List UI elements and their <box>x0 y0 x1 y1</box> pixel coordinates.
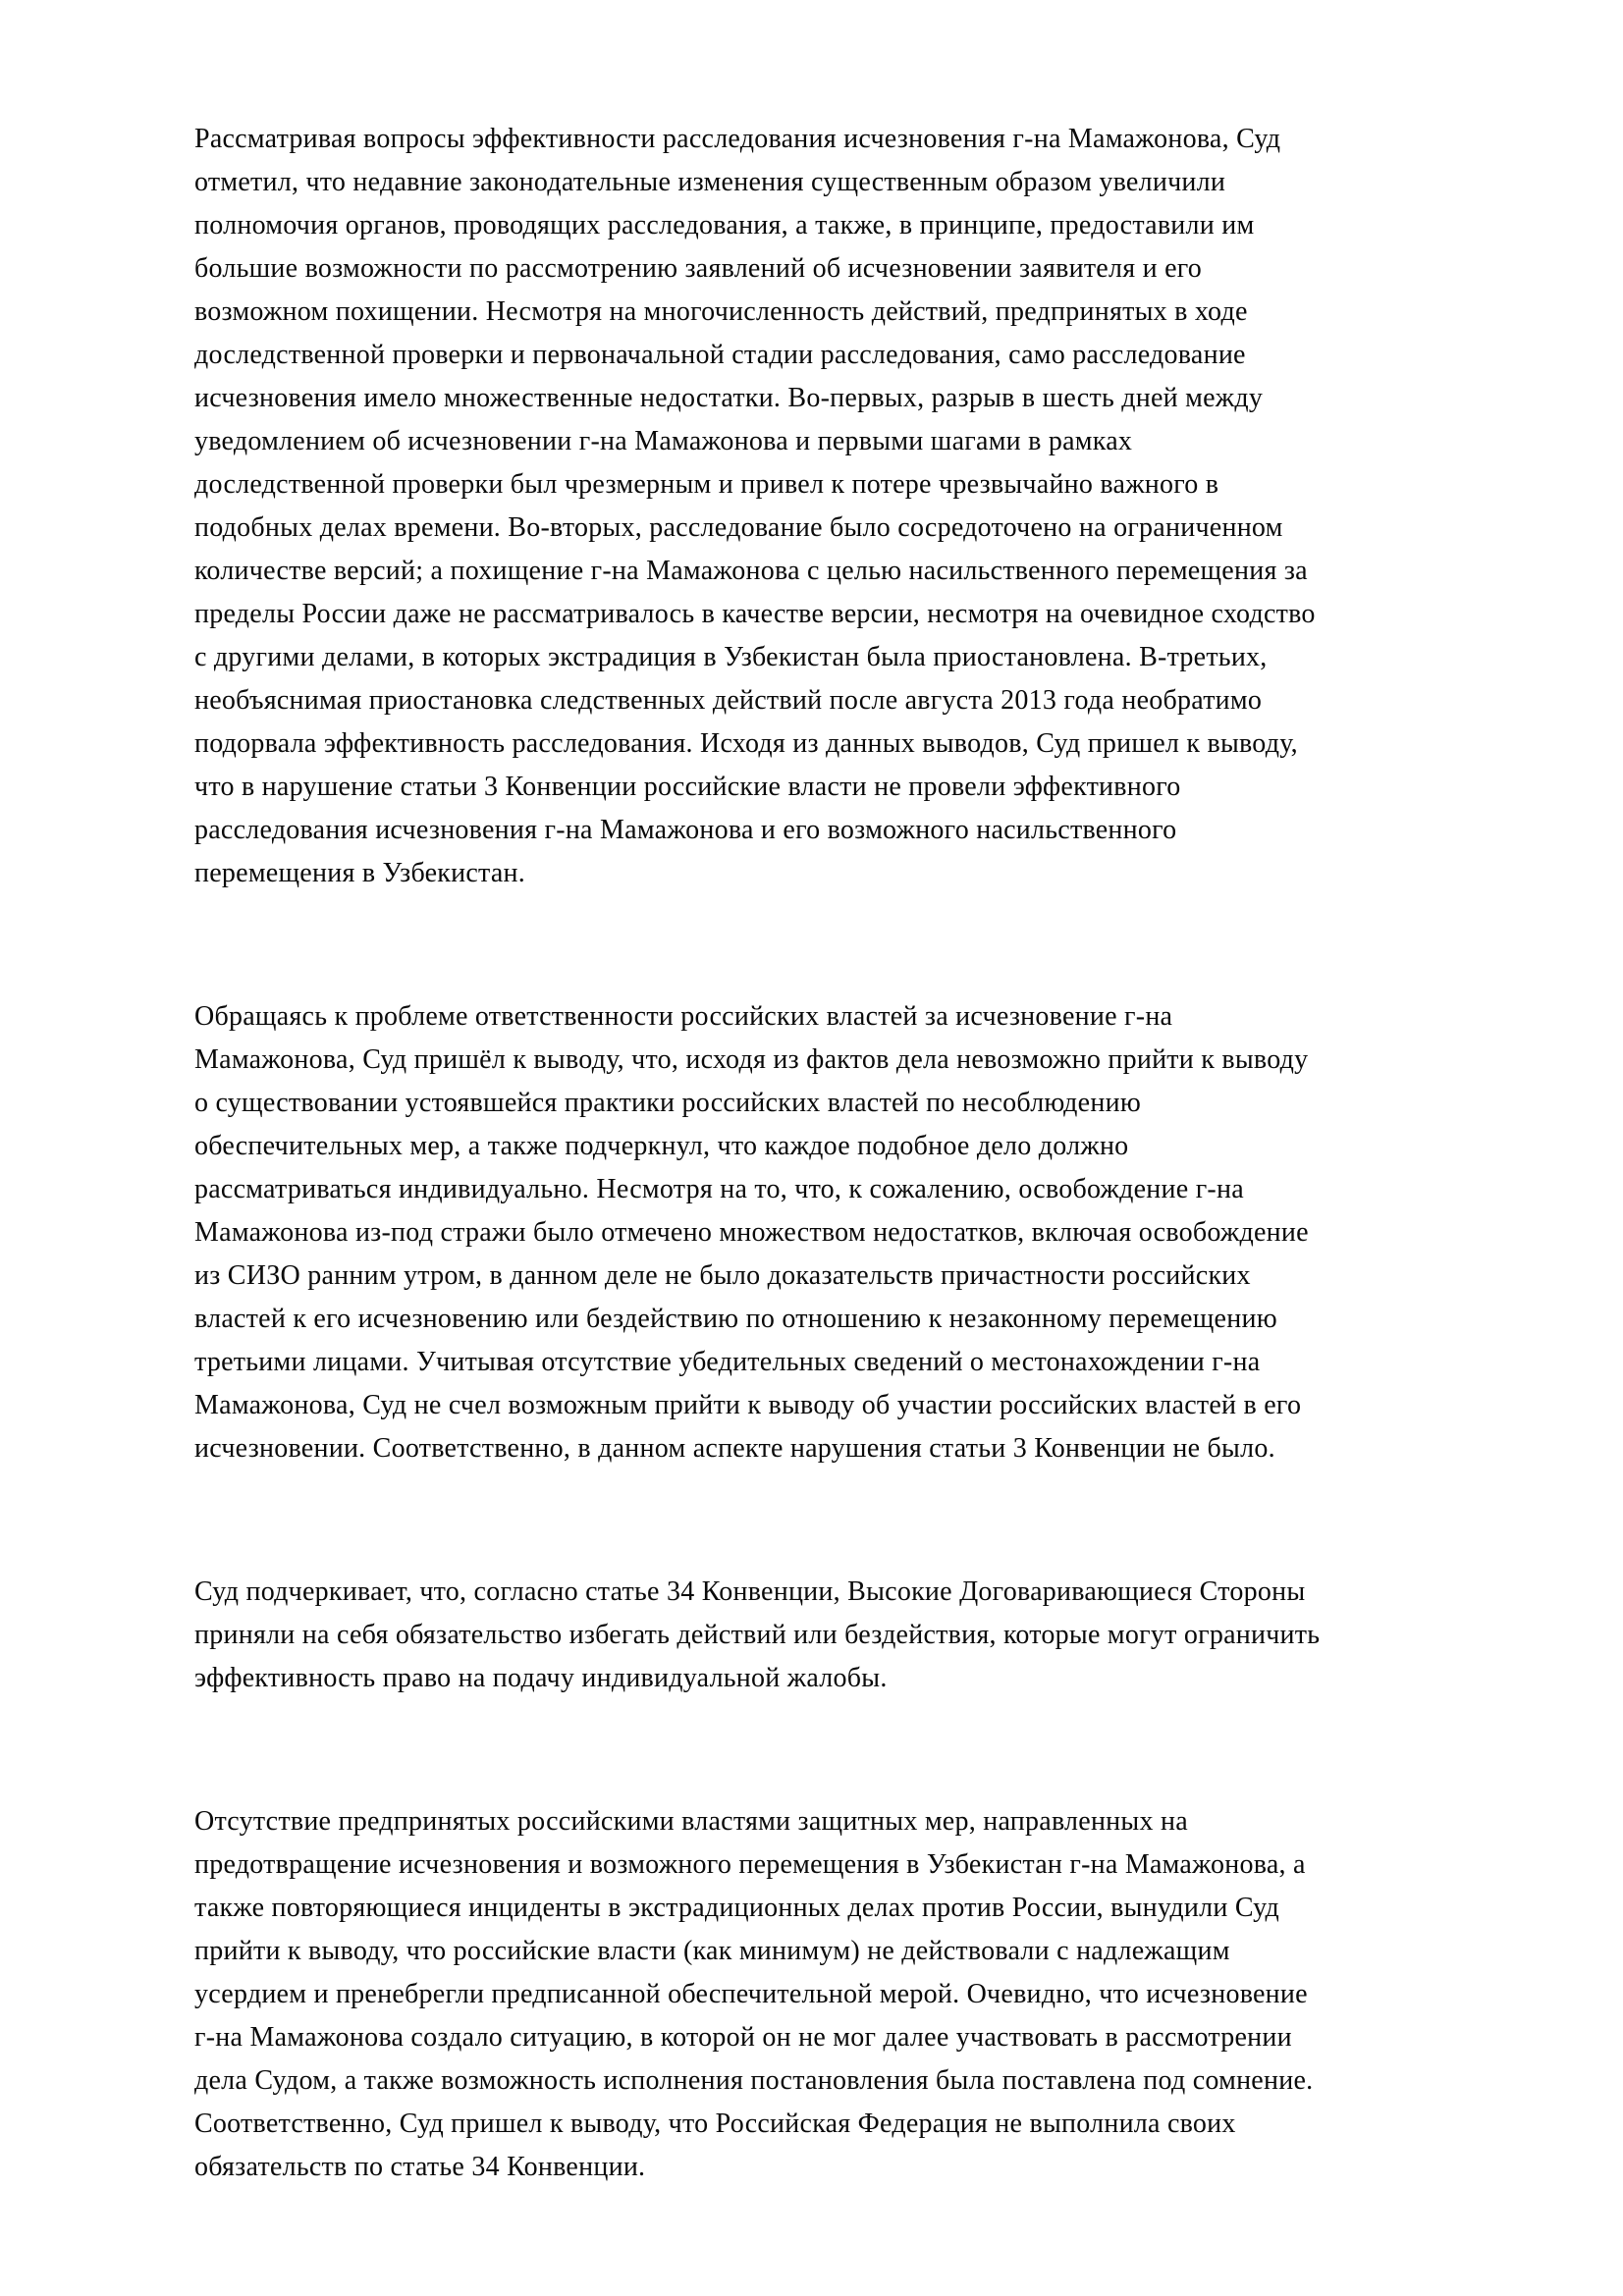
text-line: пределы России даже не рассматривалось в качестве версии, несмотря на очевидное сходство <box>194 599 1316 629</box>
text-line: подобных делах времени. Во-вторых, расследование было сосредоточено на ограниченном <box>194 512 1283 543</box>
text-line: с другими делами, в которых экстрадиция в Узбекистан была приостановлена. В-третьих, <box>194 642 1268 672</box>
text-line: прийти к выводу, что российские власти (как минимум) не действовали с надлежащим <box>194 1936 1230 1966</box>
text-line: расследования исчезновения г-на Мамажонова и его возможного насильственного <box>194 815 1177 845</box>
text-line: усердием и пренебрегли предписанной обеспечительной мерой. Очевидно, что исчезновение <box>194 1979 1308 2009</box>
text-line: исчезновения имело множественные недостатки. Во-первых, разрыв в шесть дней между <box>194 383 1264 413</box>
text-line: обязательств по статье 34 Конвенции. <box>194 2152 646 2182</box>
text-line: третьими лицами. Учитывая отсутствие убедительных сведений о местонахождении г-на <box>194 1347 1261 1377</box>
text-line: полномочия органов, проводящих расследования, а также, в принципе, предоставили им <box>194 210 1255 240</box>
text-line: Мамажонова из-под стражи было отмечено множеством недостатков, включая освобождение <box>194 1217 1309 1248</box>
text-line: о существовании устоявшейся практики российских властей по несоблюдению <box>194 1088 1141 1118</box>
text-line: Соответственно, Суд пришел к выводу, что Российская Федерация не выполнила своих <box>194 2109 1236 2139</box>
text-line: предотвращение исчезновения и возможного перемещения в Узбекистан г-на Мамажонова, а <box>194 1849 1306 1880</box>
paragraph-article-34 <box>194 1571 1530 1700</box>
paragraph-conclusion <box>194 1800 1530 2189</box>
text-line: Обращаясь к проблеме ответственности российских властей за исчезновение г-на <box>194 1001 1173 1032</box>
text-line: количестве версий; а похищение г-на Мамажонова с целью насильственного перемещения за <box>194 556 1308 586</box>
text-line: исчезновении. Соответственно, в данном аспекте нарушения статьи 3 Конвенции не было. <box>194 1433 1275 1464</box>
text-line: Суд подчеркивает, что, согласно статье 34 Конвенции, Высокие Договаривающиеся Стороны <box>194 1576 1306 1607</box>
text-line: из СИЗО ранним утром, в данном деле не было доказательств причастности российских <box>194 1260 1251 1291</box>
document-body <box>194 118 1530 2289</box>
text-line: Рассматривая вопросы эффективности расследования исчезновения г-на Мамажонова, Суд <box>194 124 1281 154</box>
text-line: подорвала эффективность расследования. Исходя из данных выводов, Суд пришел к выводу, <box>194 728 1298 759</box>
text-line: перемещения в Узбекистан. <box>194 858 526 888</box>
text-line: большие возможности по рассмотрению заявлений об исчезновении заявителя и его <box>194 253 1203 284</box>
text-line: властей к его исчезновению или бездействию по отношению к незаконному перемещению <box>194 1304 1277 1334</box>
text-line: Мамажонова, Суд не счел возможным прийти к выводу об участии российских властей в его <box>194 1390 1302 1420</box>
paragraph-state-responsibility <box>194 995 1530 1470</box>
text-line: обеспечительных мер, а также подчеркнул, что каждое подобное дело должно <box>194 1131 1129 1161</box>
text-line: приняли на себя обязательство избегать действий или бездействия, которые могут ограничить <box>194 1620 1321 1650</box>
text-line: рассматриваться индивидуально. Несмотря на то, что, к сожалению, освобождение г-на <box>194 1174 1244 1204</box>
text-line: уведомлением об исчезновении г-на Мамажонова и первыми шагами в рамках <box>194 426 1133 456</box>
text-line: доследственной проверки и первоначальной стадии расследования, само расследование <box>194 340 1246 370</box>
text-line: возможном похищении. Несмотря на многочисленность действий, предпринятых в ходе <box>194 296 1248 327</box>
text-line: эффективность право на подачу индивидуальной жалобы. <box>194 1663 888 1693</box>
text-line: г-на Мамажонова создало ситуацию, в которой он не мог далее участвовать в рассмотрении <box>194 2022 1292 2053</box>
paragraph-investigation-effectiveness <box>194 118 1530 895</box>
text-line: что в нарушение статьи 3 Конвенции российские власти не провели эффективного <box>194 772 1181 802</box>
text-line: доследственной проверки был чрезмерным и привел к потере чрезвычайно важного в <box>194 469 1219 500</box>
text-line: отметил, что недавние законодательные изменения существенным образом увеличили <box>194 167 1226 197</box>
text-line: также повторяющиеся инциденты в экстрадиционных делах против России, вынудили Суд <box>194 1893 1280 1923</box>
text-line: необъяснимая приостановка следственных действий после августа 2013 года необратимо <box>194 685 1263 716</box>
text-line: дела Судом, а также возможность исполнения постановления была поставлена под сомнение. <box>194 2065 1314 2096</box>
text-line: Мамажонова, Суд пришёл к выводу, что, исходя из фактов дела невозможно прийти к выводу <box>194 1044 1309 1075</box>
text-line: Отсутствие предпринятых российскими властями защитных мер, направленных на <box>194 1806 1188 1837</box>
